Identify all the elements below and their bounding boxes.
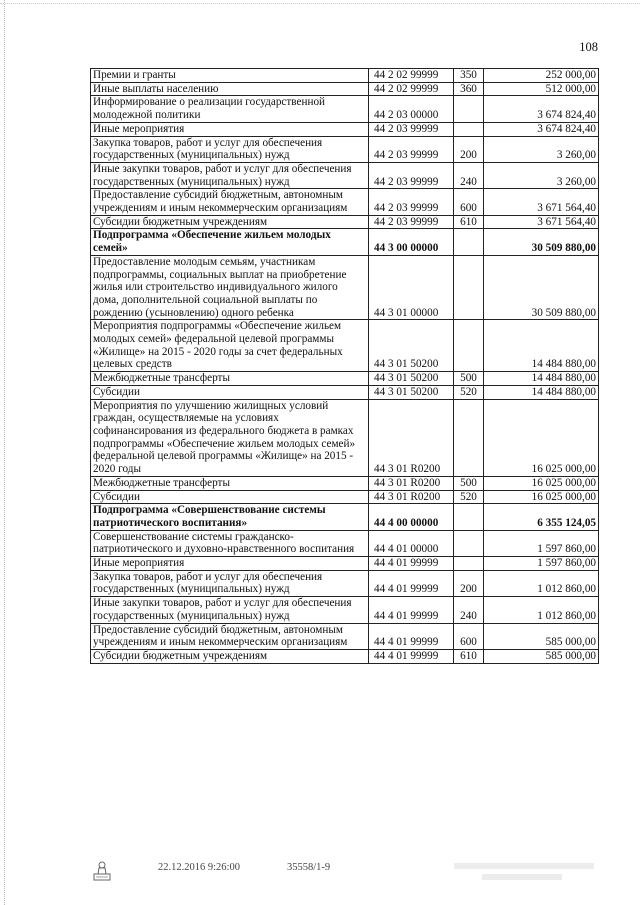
row-code: 44 3 01 50200 xyxy=(369,320,454,372)
row-amount: 16 025 000,00 xyxy=(484,399,599,476)
row-name: Межбюджетные трансферты xyxy=(91,476,369,490)
row-name: Подпрограмма «Совершенствование системы патриотического воспитания» xyxy=(91,504,369,530)
row-amount: 1 012 860,00 xyxy=(484,597,599,623)
row-name: Мероприятия подпрограммы «Обеспечение жильем молодых семей» федеральной целевой программы «Жилище» на 2015 - 2020 годы за счет федеральных целевых средств xyxy=(91,320,369,372)
table-row xyxy=(91,557,599,571)
budget-table xyxy=(90,68,599,664)
row-type: 520 xyxy=(454,490,484,504)
row-code: 44 2 02 99999 xyxy=(369,82,454,96)
watermark-stamp xyxy=(452,858,602,888)
row-code: 44 2 03 99999 xyxy=(369,215,454,229)
row-name: Субсидии бюджетным учреждениям xyxy=(91,649,369,663)
row-code: 44 3 01 R0200 xyxy=(369,490,454,504)
row-name: Иные мероприятия xyxy=(91,122,369,136)
row-amount: 1 597 860,00 xyxy=(484,530,599,556)
table-row xyxy=(91,476,599,490)
page-footer xyxy=(0,858,640,888)
row-amount: 3 674 824,40 xyxy=(484,122,599,136)
row-type: 610 xyxy=(454,215,484,229)
row-code: 44 2 03 99999 xyxy=(369,162,454,188)
table-row xyxy=(91,229,599,255)
row-type xyxy=(454,504,484,530)
row-amount: 14 484 880,00 xyxy=(484,320,599,372)
table-row xyxy=(91,320,599,372)
row-code: 44 2 02 99999 xyxy=(369,69,454,83)
row-type xyxy=(454,96,484,122)
scan-left-edge xyxy=(4,0,6,905)
table-row xyxy=(91,570,599,596)
table-row xyxy=(91,162,599,188)
row-name: Предоставление субсидий бюджетным, автономным учреждениям и иным некоммерческим организациям xyxy=(91,623,369,649)
row-type xyxy=(454,255,484,320)
row-name: Информирование о реализации государственной молодежной политики xyxy=(91,96,369,122)
row-amount: 1 597 860,00 xyxy=(484,557,599,571)
row-amount: 585 000,00 xyxy=(484,649,599,663)
row-name: Премии и гранты xyxy=(91,69,369,83)
table-row xyxy=(91,82,599,96)
row-name: Закупка товаров, работ и услуг для обеспечения государственных (муниципальных) нужд xyxy=(91,136,369,162)
row-name: Иные закупки товаров, работ и услуг для обеспечения государственных (муниципальных) нужд xyxy=(91,162,369,188)
row-amount: 585 000,00 xyxy=(484,623,599,649)
row-name: Субсидии бюджетным учреждениям xyxy=(91,215,369,229)
table-row xyxy=(91,530,599,556)
row-amount: 1 012 860,00 xyxy=(484,570,599,596)
row-code: 44 3 01 50200 xyxy=(369,372,454,386)
table-row xyxy=(91,597,599,623)
row-code: 44 4 01 99999 xyxy=(369,557,454,571)
scan-top-edge xyxy=(0,3,640,5)
row-name: Иные закупки товаров, работ и услуг для обеспечения государственных (муниципальных) нужд xyxy=(91,597,369,623)
row-type: 240 xyxy=(454,597,484,623)
row-name: Мероприятия по улучшению жилищных условий граждан, осуществляемые на условиях софинансирования из федерального бюджета в рамках подпрограммы «Обеспечение жильем молодых семей» федеральной целевой программы «Жилище» на 2015 - 2020 годы xyxy=(91,399,369,476)
row-type: 610 xyxy=(454,649,484,663)
row-code: 44 4 01 99999 xyxy=(369,649,454,663)
row-type: 350 xyxy=(454,69,484,83)
row-type xyxy=(454,229,484,255)
table-row xyxy=(91,649,599,663)
row-amount: 3 260,00 xyxy=(484,136,599,162)
row-code: 44 2 03 99999 xyxy=(369,189,454,215)
table-row xyxy=(91,215,599,229)
row-amount: 3 671 564,40 xyxy=(484,189,599,215)
table-row xyxy=(91,372,599,386)
row-name: Закупка товаров, работ и услуг для обеспечения государственных (муниципальных) нужд xyxy=(91,570,369,596)
row-name: Предоставление молодым семьям, участникам подпрограммы, социальных выплат на приобретение жилья или строительство индивидуального жилого дома, дополнительной социальной выплаты по рождению (усыновлению) одного ребенка xyxy=(91,255,369,320)
row-name: Субсидии xyxy=(91,490,369,504)
row-type: 200 xyxy=(454,570,484,596)
page-number: 108 xyxy=(579,40,598,54)
row-amount: 16 025 000,00 xyxy=(484,490,599,504)
row-amount: 30 509 880,00 xyxy=(484,255,599,320)
budget-table-body xyxy=(91,69,599,664)
row-name: Субсидии xyxy=(91,385,369,399)
row-amount: 252 000,00 xyxy=(484,69,599,83)
row-code: 44 3 01 R0200 xyxy=(369,399,454,476)
row-amount: 3 260,00 xyxy=(484,162,599,188)
row-name: Предоставление субсидий бюджетным, автономным учреждениям и иным некоммерческим организациям xyxy=(91,189,369,215)
row-code: 44 4 00 00000 xyxy=(369,504,454,530)
row-code: 44 3 01 00000 xyxy=(369,255,454,320)
row-amount: 6 355 124,05 xyxy=(484,504,599,530)
row-code: 44 4 01 99999 xyxy=(369,597,454,623)
row-name: Межбюджетные трансферты xyxy=(91,372,369,386)
row-amount: 14 484 880,00 xyxy=(484,385,599,399)
row-type: 600 xyxy=(454,189,484,215)
row-code: 44 4 01 99999 xyxy=(369,623,454,649)
footer-doc-number: 35558/1-9 xyxy=(287,862,331,873)
row-type: 520 xyxy=(454,385,484,399)
row-code: 44 4 01 99999 xyxy=(369,570,454,596)
row-name: Иные мероприятия xyxy=(91,557,369,571)
table-row xyxy=(91,136,599,162)
table-row xyxy=(91,385,599,399)
watermark-stamp-icon xyxy=(452,858,602,884)
row-code: 44 4 01 00000 xyxy=(369,530,454,556)
row-type: 500 xyxy=(454,476,484,490)
row-name: Иные выплаты населению xyxy=(91,82,369,96)
row-type: 240 xyxy=(454,162,484,188)
row-code: 44 3 01 50200 xyxy=(369,385,454,399)
row-type xyxy=(454,320,484,372)
row-code: 44 2 03 99999 xyxy=(369,136,454,162)
stamp-icon xyxy=(92,860,112,882)
row-name: Подпрограмма «Обеспечение жильем молодых семей» xyxy=(91,229,369,255)
row-type: 360 xyxy=(454,82,484,96)
table-row xyxy=(91,504,599,530)
row-code: 44 3 00 00000 xyxy=(369,229,454,255)
row-amount: 512 000,00 xyxy=(484,82,599,96)
table-row xyxy=(91,189,599,215)
row-type: 500 xyxy=(454,372,484,386)
table-row xyxy=(91,490,599,504)
row-amount: 14 484 880,00 xyxy=(484,372,599,386)
row-code: 44 2 03 99999 xyxy=(369,122,454,136)
row-type xyxy=(454,530,484,556)
row-type xyxy=(454,122,484,136)
row-amount: 30 509 880,00 xyxy=(484,229,599,255)
row-type: 600 xyxy=(454,623,484,649)
table-row xyxy=(91,255,599,320)
table-row xyxy=(91,96,599,122)
row-type xyxy=(454,399,484,476)
row-code: 44 3 01 R0200 xyxy=(369,476,454,490)
row-name: Совершенствование системы гражданско-патриотического и духовно-нравственного воспитания xyxy=(91,530,369,556)
table-row xyxy=(91,399,599,476)
row-type xyxy=(454,557,484,571)
table-row xyxy=(91,122,599,136)
row-amount: 3 671 564,40 xyxy=(484,215,599,229)
row-type: 200 xyxy=(454,136,484,162)
table-row xyxy=(91,69,599,83)
footer-date: 22.12.2016 9:26:00 xyxy=(158,862,240,873)
row-code: 44 2 03 00000 xyxy=(369,96,454,122)
row-amount: 3 674 824,40 xyxy=(484,96,599,122)
table-row xyxy=(91,623,599,649)
row-amount: 16 025 000,00 xyxy=(484,476,599,490)
